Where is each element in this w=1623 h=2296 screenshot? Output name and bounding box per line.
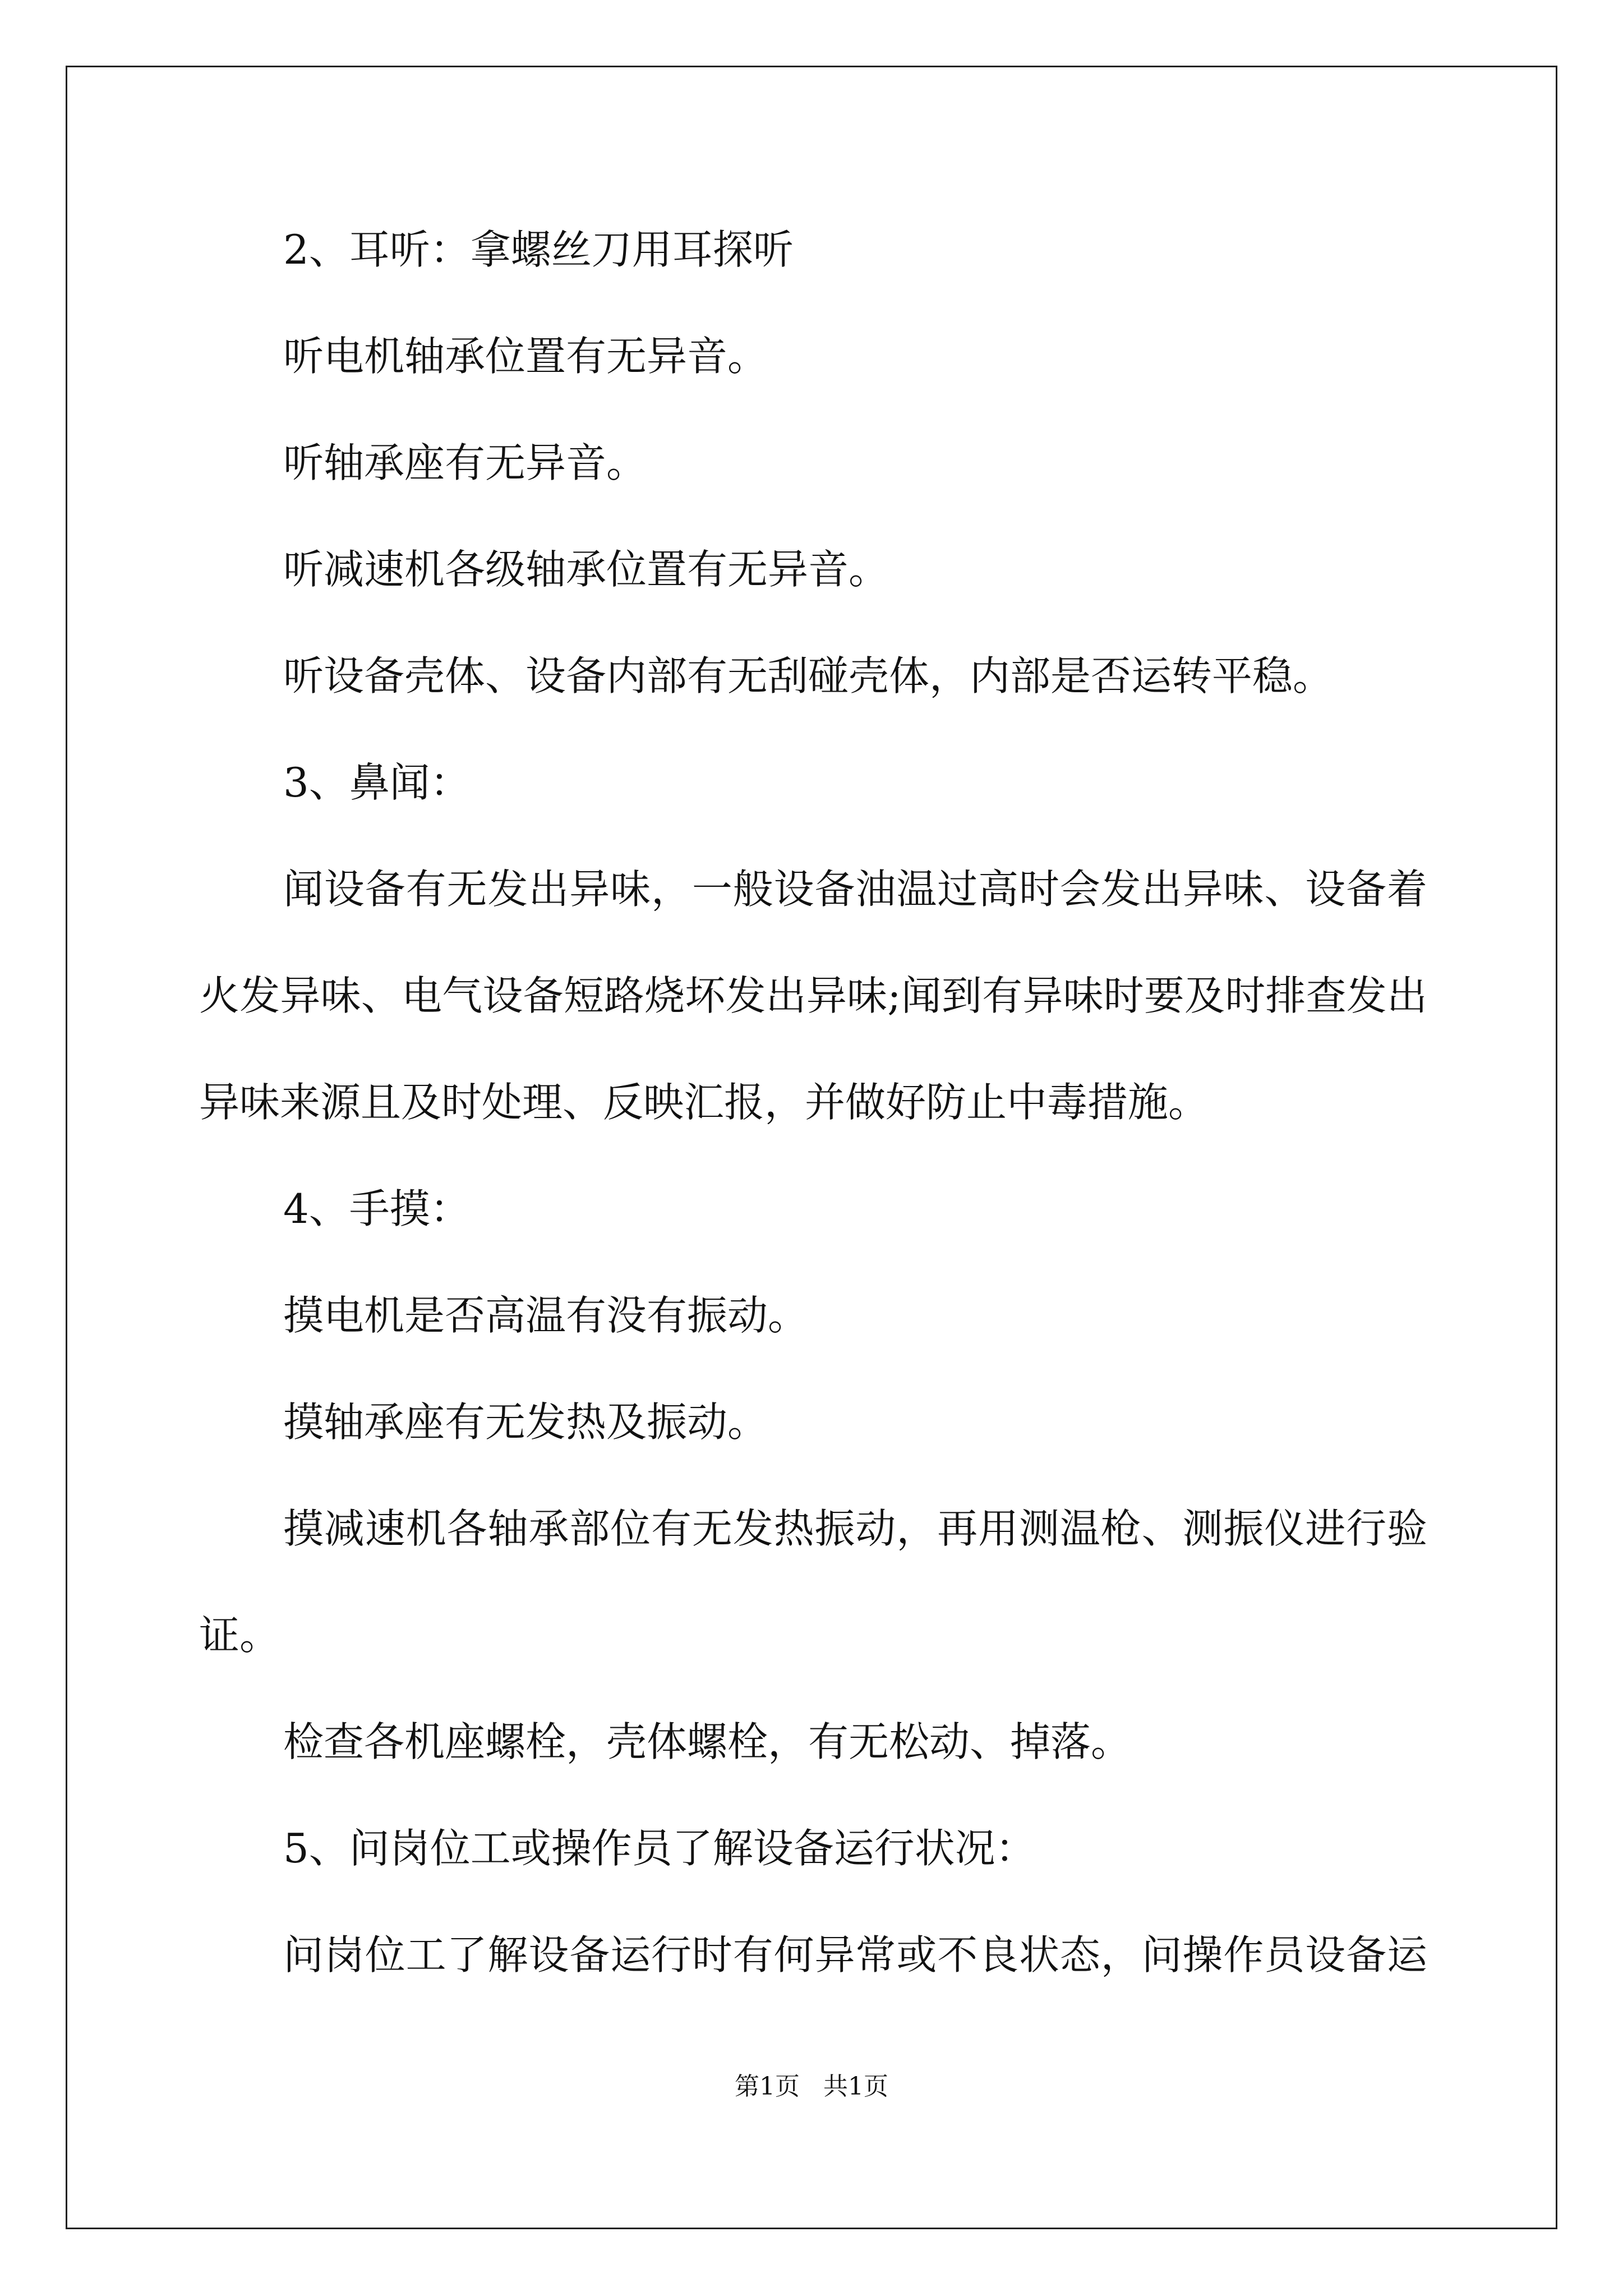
paragraph-line: 证。 — [199, 1612, 280, 1659]
heading-hand-touch: 4、手摸： — [283, 1185, 471, 1232]
paragraph-line: 摸减速机各轴承部位有无发热振动，再用测温枪、测振仪进行验 — [283, 1505, 1427, 1552]
paragraph-line: 检查各机座螺栓，壳体螺栓，有无松动、掉落。 — [283, 1718, 1132, 1765]
paragraph-line: 摸轴承座有无发热及振动。 — [283, 1398, 768, 1446]
paragraph-line: 摸电机是否高温有没有振动。 — [283, 1292, 809, 1339]
paragraph-line: 问岗位工了解设备运行时有何异常或不良状态，问操作员设备运 — [283, 1931, 1427, 1978]
paragraph-line: 听轴承座有无异音。 — [283, 439, 647, 486]
heading-nose-smell: 3、鼻闻： — [283, 759, 471, 806]
paragraph-line: 听设备壳体、设备内部有无刮碰壳体，内部是否运转平稳。 — [283, 652, 1334, 700]
paragraph-line: 火发异味、电气设备短路烧坏发出异味;闻到有异味时要及时排查发出 — [199, 972, 1427, 1019]
paragraph-line: 听电机轴承位置有无异音。 — [283, 333, 768, 380]
paragraph-line: 听减速机各级轴承位置有无异音。 — [283, 546, 889, 593]
heading-ear-listen: 2、耳听：拿螺丝刀用耳探听 — [283, 226, 794, 273]
heading-ask-operators: 5、问岗位工或操作员了解设备运行状况： — [283, 1825, 1036, 1872]
paragraph-line: 异味来源且及时处理、反映汇报，并做好防止中毒措施。 — [199, 1079, 1209, 1126]
page-footer: 第1页 共1页 — [735, 2072, 888, 2101]
page-border — [66, 66, 1557, 2229]
paragraph-line: 闻设备有无发出异味，一般设备油温过高时会发出异味、设备着 — [283, 866, 1427, 913]
